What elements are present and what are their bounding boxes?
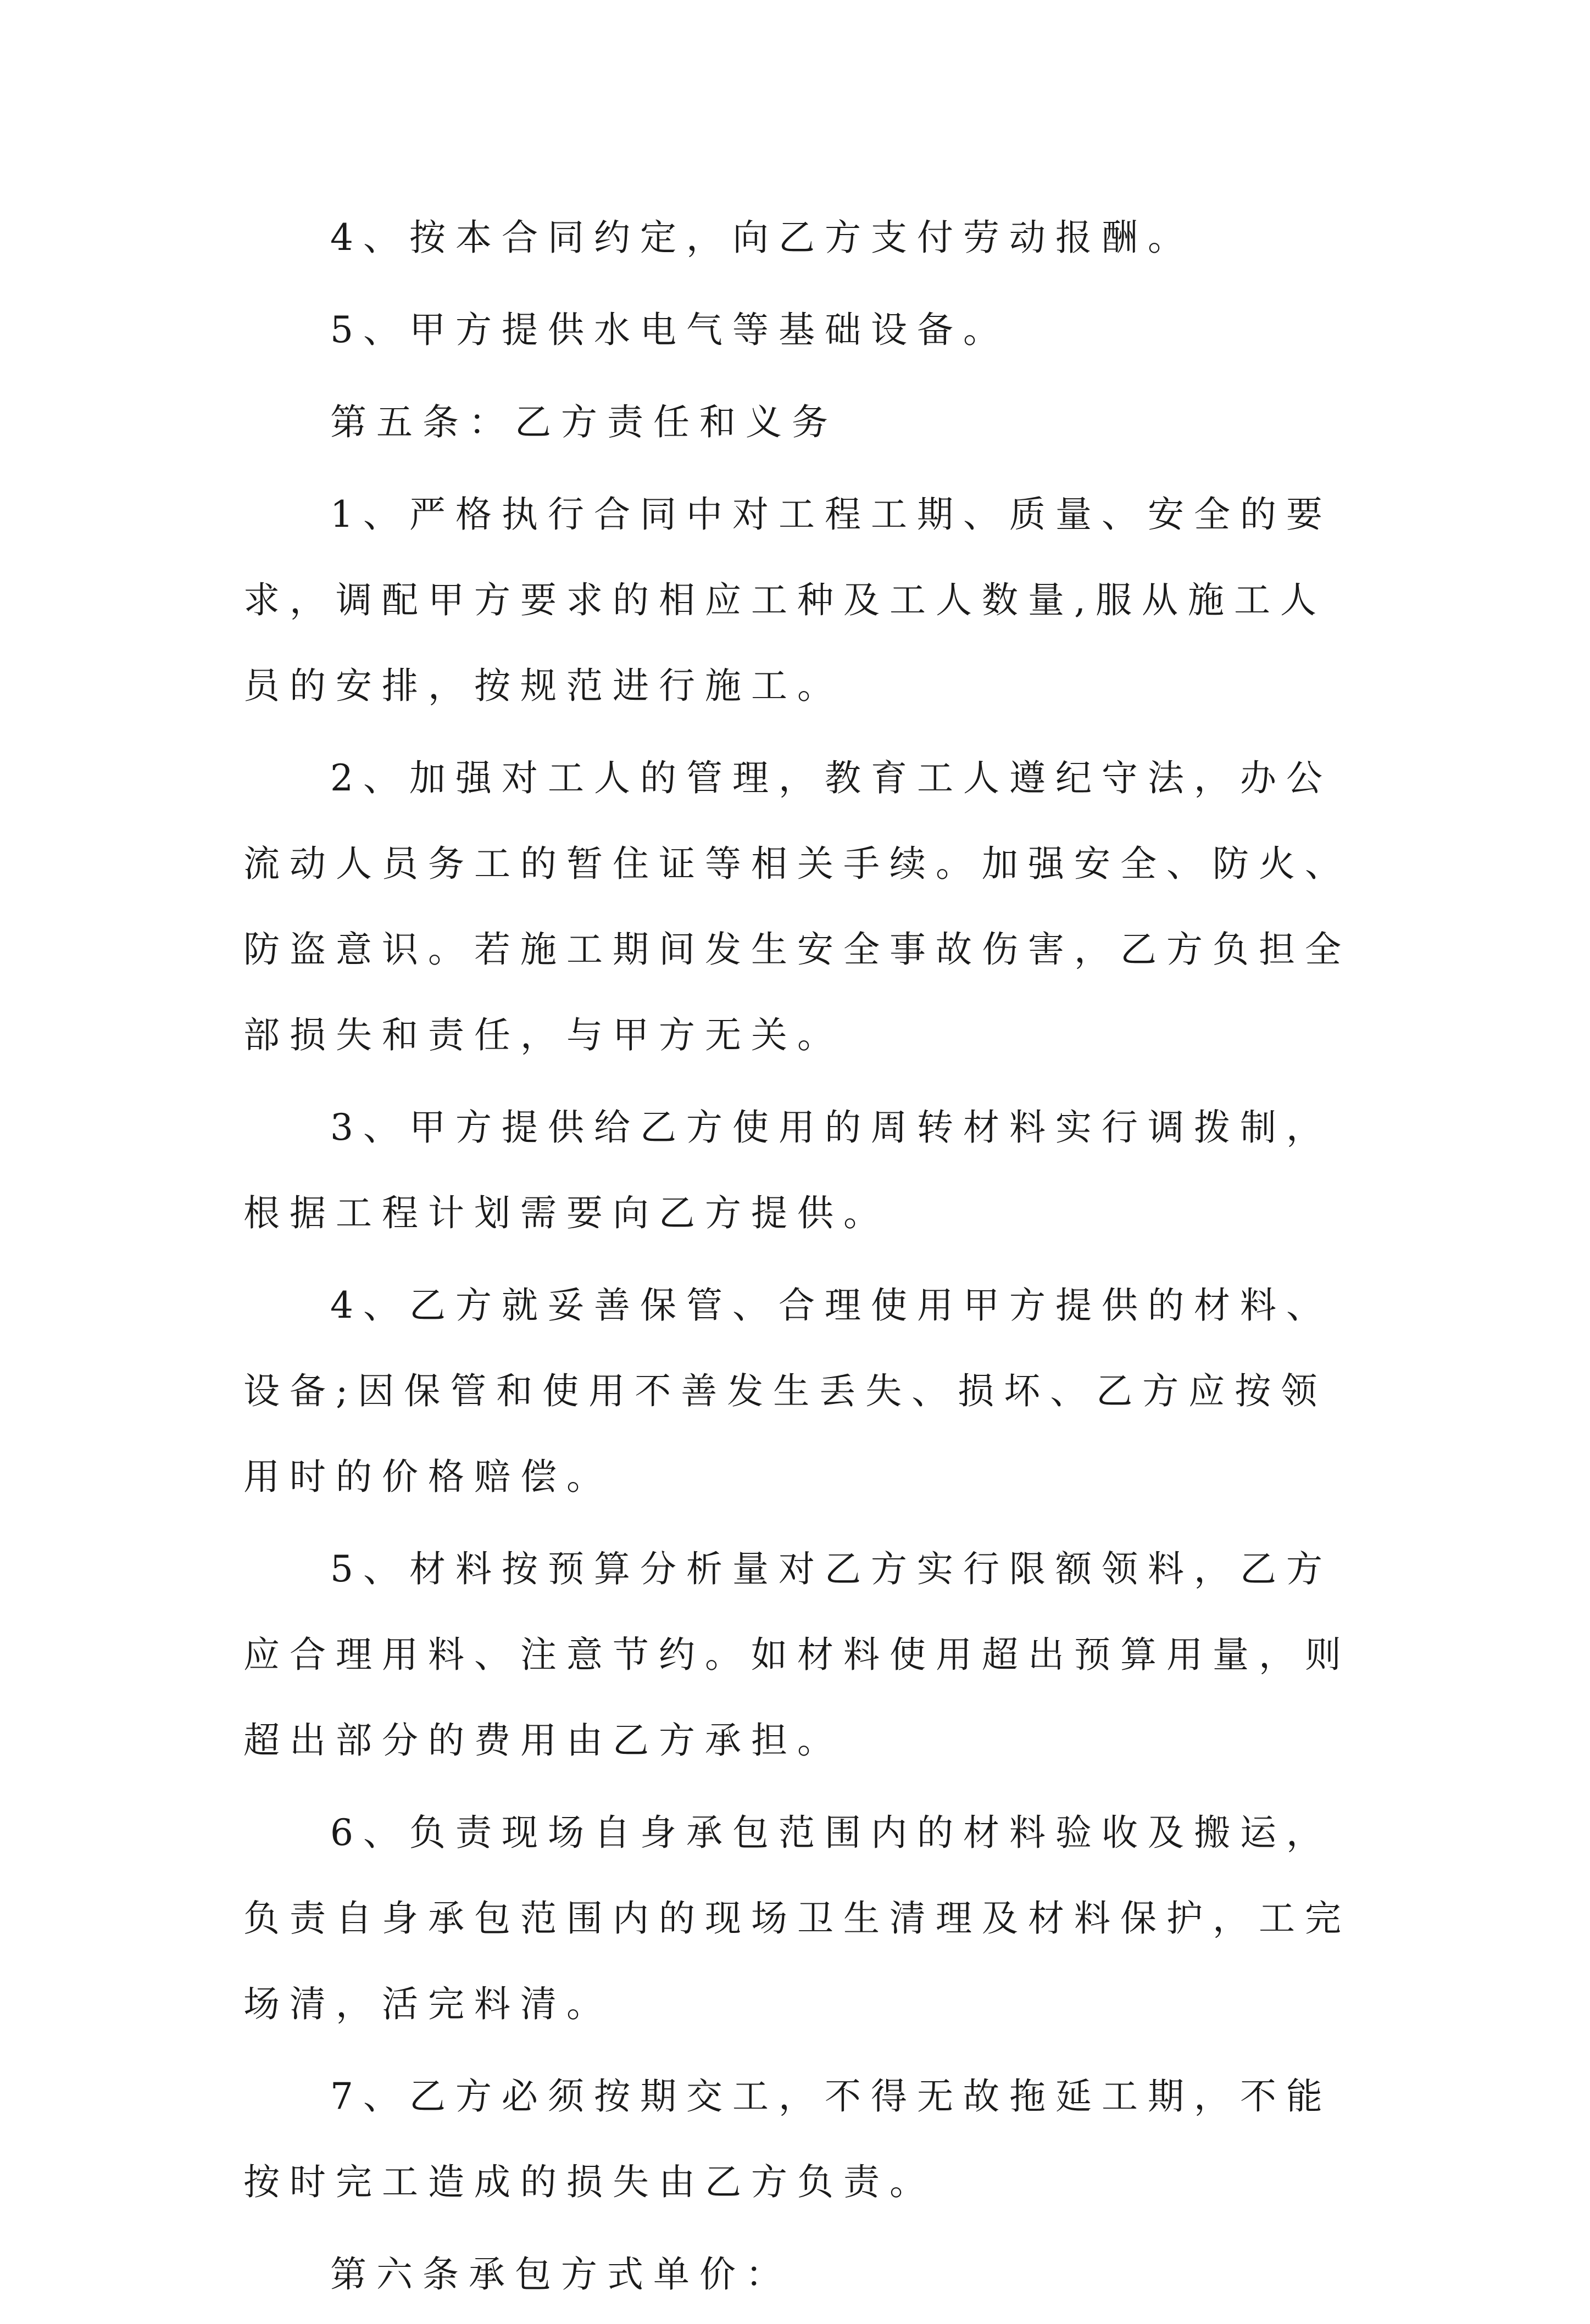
paragraph-duty-3: 3、甲方提供给乙方使用的周转材料实行调拨制，根据工程计划需要向乙方提供。 bbox=[243, 1106, 1332, 1234]
paragraph-duty-5: 5、材料按预算分析量对乙方实行限额领料，乙方应合理用料、注意节约。如材料使用超出预算用量，则超出部分的费用由乙方承担。 bbox=[243, 1548, 1351, 1762]
document-body bbox=[243, 195, 1370, 2324]
section-heading-article-5: 第五条：乙方责任和义务 bbox=[330, 401, 838, 443]
paragraph-duty-2: 2、加强对工人的管理，教育工人遵纪守法，办公流动人员务工的暂住证等相关手续。加强安全、防火、防盗意识。若施工期间发生安全事故伤害，乙方负担全部损失和责任，与甲方无关。 bbox=[243, 757, 1351, 1056]
paragraph-obligation-4: 4、按本合同约定，向乙方支付劳动报酬。 bbox=[330, 216, 1194, 259]
paragraph-duty-4: 4、乙方就妥善保管、合理使用甲方提供的材料、设备;因保管和使用不善发生丢失、损坏、乙方应按领用时的价格赔偿。 bbox=[243, 1284, 1332, 1498]
section-heading-article-6: 第六条承包方式单价： bbox=[330, 2253, 792, 2295]
paragraph-duty-6: 6、负责现场自身承包范围内的材料验收及搬运，负责自身承包范围内的现场卫生清理及材料保护，工完场清，活完料清。 bbox=[243, 1812, 1351, 2025]
paragraph-duty-1: 1、严格执行合同中对工程工期、质量、安全的要求，调配甲方要求的相应工种及工人数量,服从施工人员的安排，按规范进行施工。 bbox=[243, 493, 1332, 707]
paragraph-obligation-5: 5、甲方提供水电气等基础设备。 bbox=[330, 309, 1009, 351]
paragraph-duty-7: 7、乙方必须按期交工，不得无故拖延工期，不能按时完工造成的损失由乙方负责。 bbox=[243, 2075, 1332, 2203]
